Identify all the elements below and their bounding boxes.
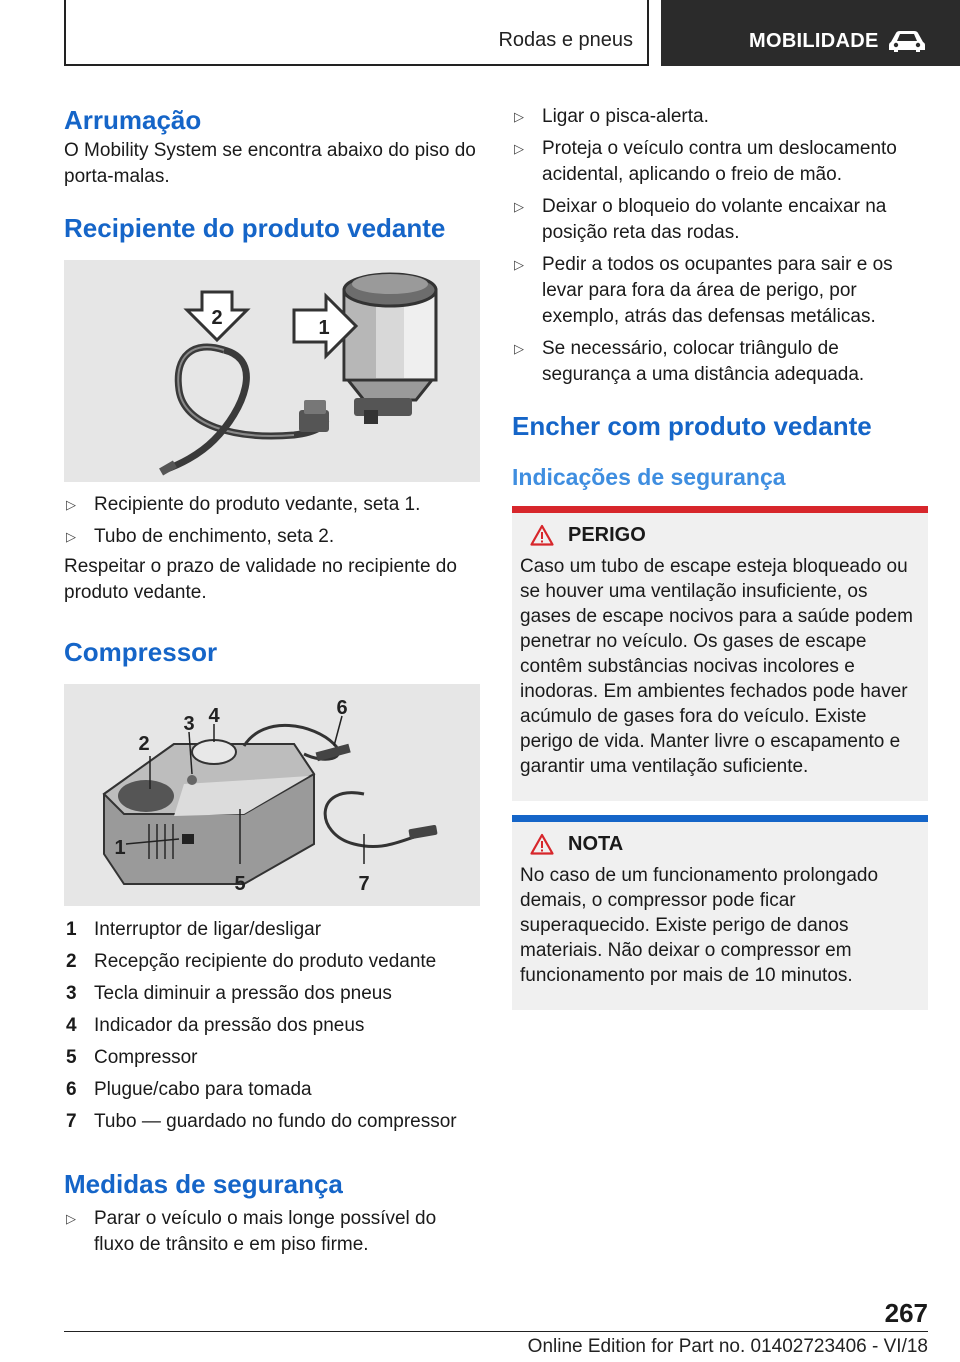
list-item: ▷ Pedir a todos os ocupantes para sair e os levar para fora da área de perigo, por exemplo, atrás das defensas metálicas. xyxy=(514,254,893,327)
footer-divider xyxy=(64,1331,928,1332)
bullet-triangle-icon: ▷ xyxy=(514,109,524,124)
heading-recipiente: Recipiente do produto vedante xyxy=(64,213,446,243)
note-title: NOTA xyxy=(568,832,624,855)
legend-item: 2 Recepção recipiente do produto vedante xyxy=(66,951,437,972)
legend-item: 5 Compressor xyxy=(66,1047,198,1068)
danger-bar xyxy=(512,506,928,513)
list-item: ▷ Parar o veículo o mais longe possível do fluxo de trânsito e em piso firme. xyxy=(66,1208,437,1255)
header-chapter-tab xyxy=(661,0,960,66)
legend-item: 7 Tubo — guardado no fundo do compressor xyxy=(66,1111,457,1132)
legend-item: 3 Tecla diminuir a pressão dos pneus xyxy=(66,983,392,1004)
sealant-container-figure xyxy=(64,260,480,482)
heading-arrumacao: Arrumação xyxy=(64,105,202,135)
bullet-triangle-icon: ▷ xyxy=(514,341,524,356)
bullet-triangle-icon: ▷ xyxy=(66,1211,76,1226)
compressor-figure xyxy=(64,684,480,906)
compressor-legend xyxy=(64,914,480,1138)
right-column xyxy=(512,104,928,1010)
heading-medidas: Medidas de segurança xyxy=(64,1169,343,1199)
heading-indicacoes: Indicações de segurança xyxy=(512,464,786,490)
figure-label-7: 7 xyxy=(358,873,370,895)
list-item: ▷ Se necessário, colocar triângulo de segurança a uma distância adequada. xyxy=(514,338,865,385)
medidas-bullet-list xyxy=(64,1206,480,1258)
figure-label-1: 1 xyxy=(114,837,126,859)
legend-item: 6 Plugue/cabo para tomada xyxy=(66,1079,312,1100)
figure-label-3: 3 xyxy=(183,713,195,735)
figure-label-2: 2 xyxy=(138,733,150,755)
recipiente-text: Respeitar o prazo de validade no recipiente do produto vedante. xyxy=(64,556,457,603)
note-text: No caso de um funcionamento prolongado demais, o compressor pode ficar superaquecido. Existe perigo de danos materiais. Não deixar o compressor em funcionamento por mais de 10 minutos. xyxy=(520,865,879,986)
figure-label-6: 6 xyxy=(336,697,348,719)
heading-compressor: Compressor xyxy=(64,637,218,667)
heading-encher: Encher com produto vedante xyxy=(512,411,872,441)
safety-bullet-list xyxy=(512,104,928,388)
danger-notice xyxy=(512,506,928,801)
note-bar xyxy=(512,815,928,822)
list-item: ▷ Deixar o bloqueio do volante encaixar na posição reta das rodas. xyxy=(514,196,887,243)
bullet-triangle-icon: ▷ xyxy=(66,529,76,544)
recipiente-bullet-list xyxy=(64,492,480,550)
note-notice xyxy=(512,815,928,1010)
edition-text: Online Edition for Part no. 01402723406 - VI/18 xyxy=(527,1336,928,1357)
list-item: ▷ Recipiente do produto vedante, seta 1. xyxy=(64,492,480,518)
bullet-triangle-icon: ▷ xyxy=(514,257,524,272)
figure-label-4: 4 xyxy=(208,705,220,727)
list-item: ▷ Tubo de enchimento, seta 2. xyxy=(64,524,480,550)
list-item: ▷ Proteja o veículo contra um deslocamento acidental, aplicando o freio de mão. xyxy=(514,138,897,185)
arrumacao-text: O Mobility System se encontra abaixo do piso do porta-malas. xyxy=(64,140,476,187)
bullet-triangle-icon: ▷ xyxy=(66,497,76,512)
compressor-illustration xyxy=(64,684,480,906)
warning-triangle-icon xyxy=(530,833,554,855)
figure-label-1: 1 xyxy=(318,317,330,339)
sealant-container-illustration xyxy=(64,260,480,482)
header-chapter-title: MOBILIDADE xyxy=(749,30,879,52)
warning-triangle-icon xyxy=(530,524,554,546)
bullet-triangle-icon: ▷ xyxy=(514,199,524,214)
page-number: 267 xyxy=(884,1298,928,1328)
figure-label-5: 5 xyxy=(234,873,246,895)
danger-text: Caso um tubo de escape esteja bloqueado ou se houver uma ventilação insuficiente, os gases de escape nocivos para a saúde podem penetrar no veículo. Os gases de escape contêm substâncias nocivas incolores e inodoras. Em ambientes fechados pode haver acúmulo de gases fora do veículo. Existe perigo de vida. Manter livre o escapamento e garantir uma ventilação suficiente. xyxy=(520,556,913,777)
header-section-tab xyxy=(64,0,649,66)
car-icon xyxy=(887,28,927,54)
figure-label-2: 2 xyxy=(211,307,223,329)
header-section-title: Rodas e pneus xyxy=(498,29,633,51)
danger-title: PERIGO xyxy=(568,523,646,546)
bullet-triangle-icon: ▷ xyxy=(514,141,524,156)
legend-item: 4 Indicador da pressão dos pneus xyxy=(66,1015,365,1036)
left-column xyxy=(64,96,480,1258)
list-item: ▷ Ligar o pisca-alerta. xyxy=(512,104,928,130)
legend-item: 1 Interruptor de ligar/desligar xyxy=(66,919,322,940)
